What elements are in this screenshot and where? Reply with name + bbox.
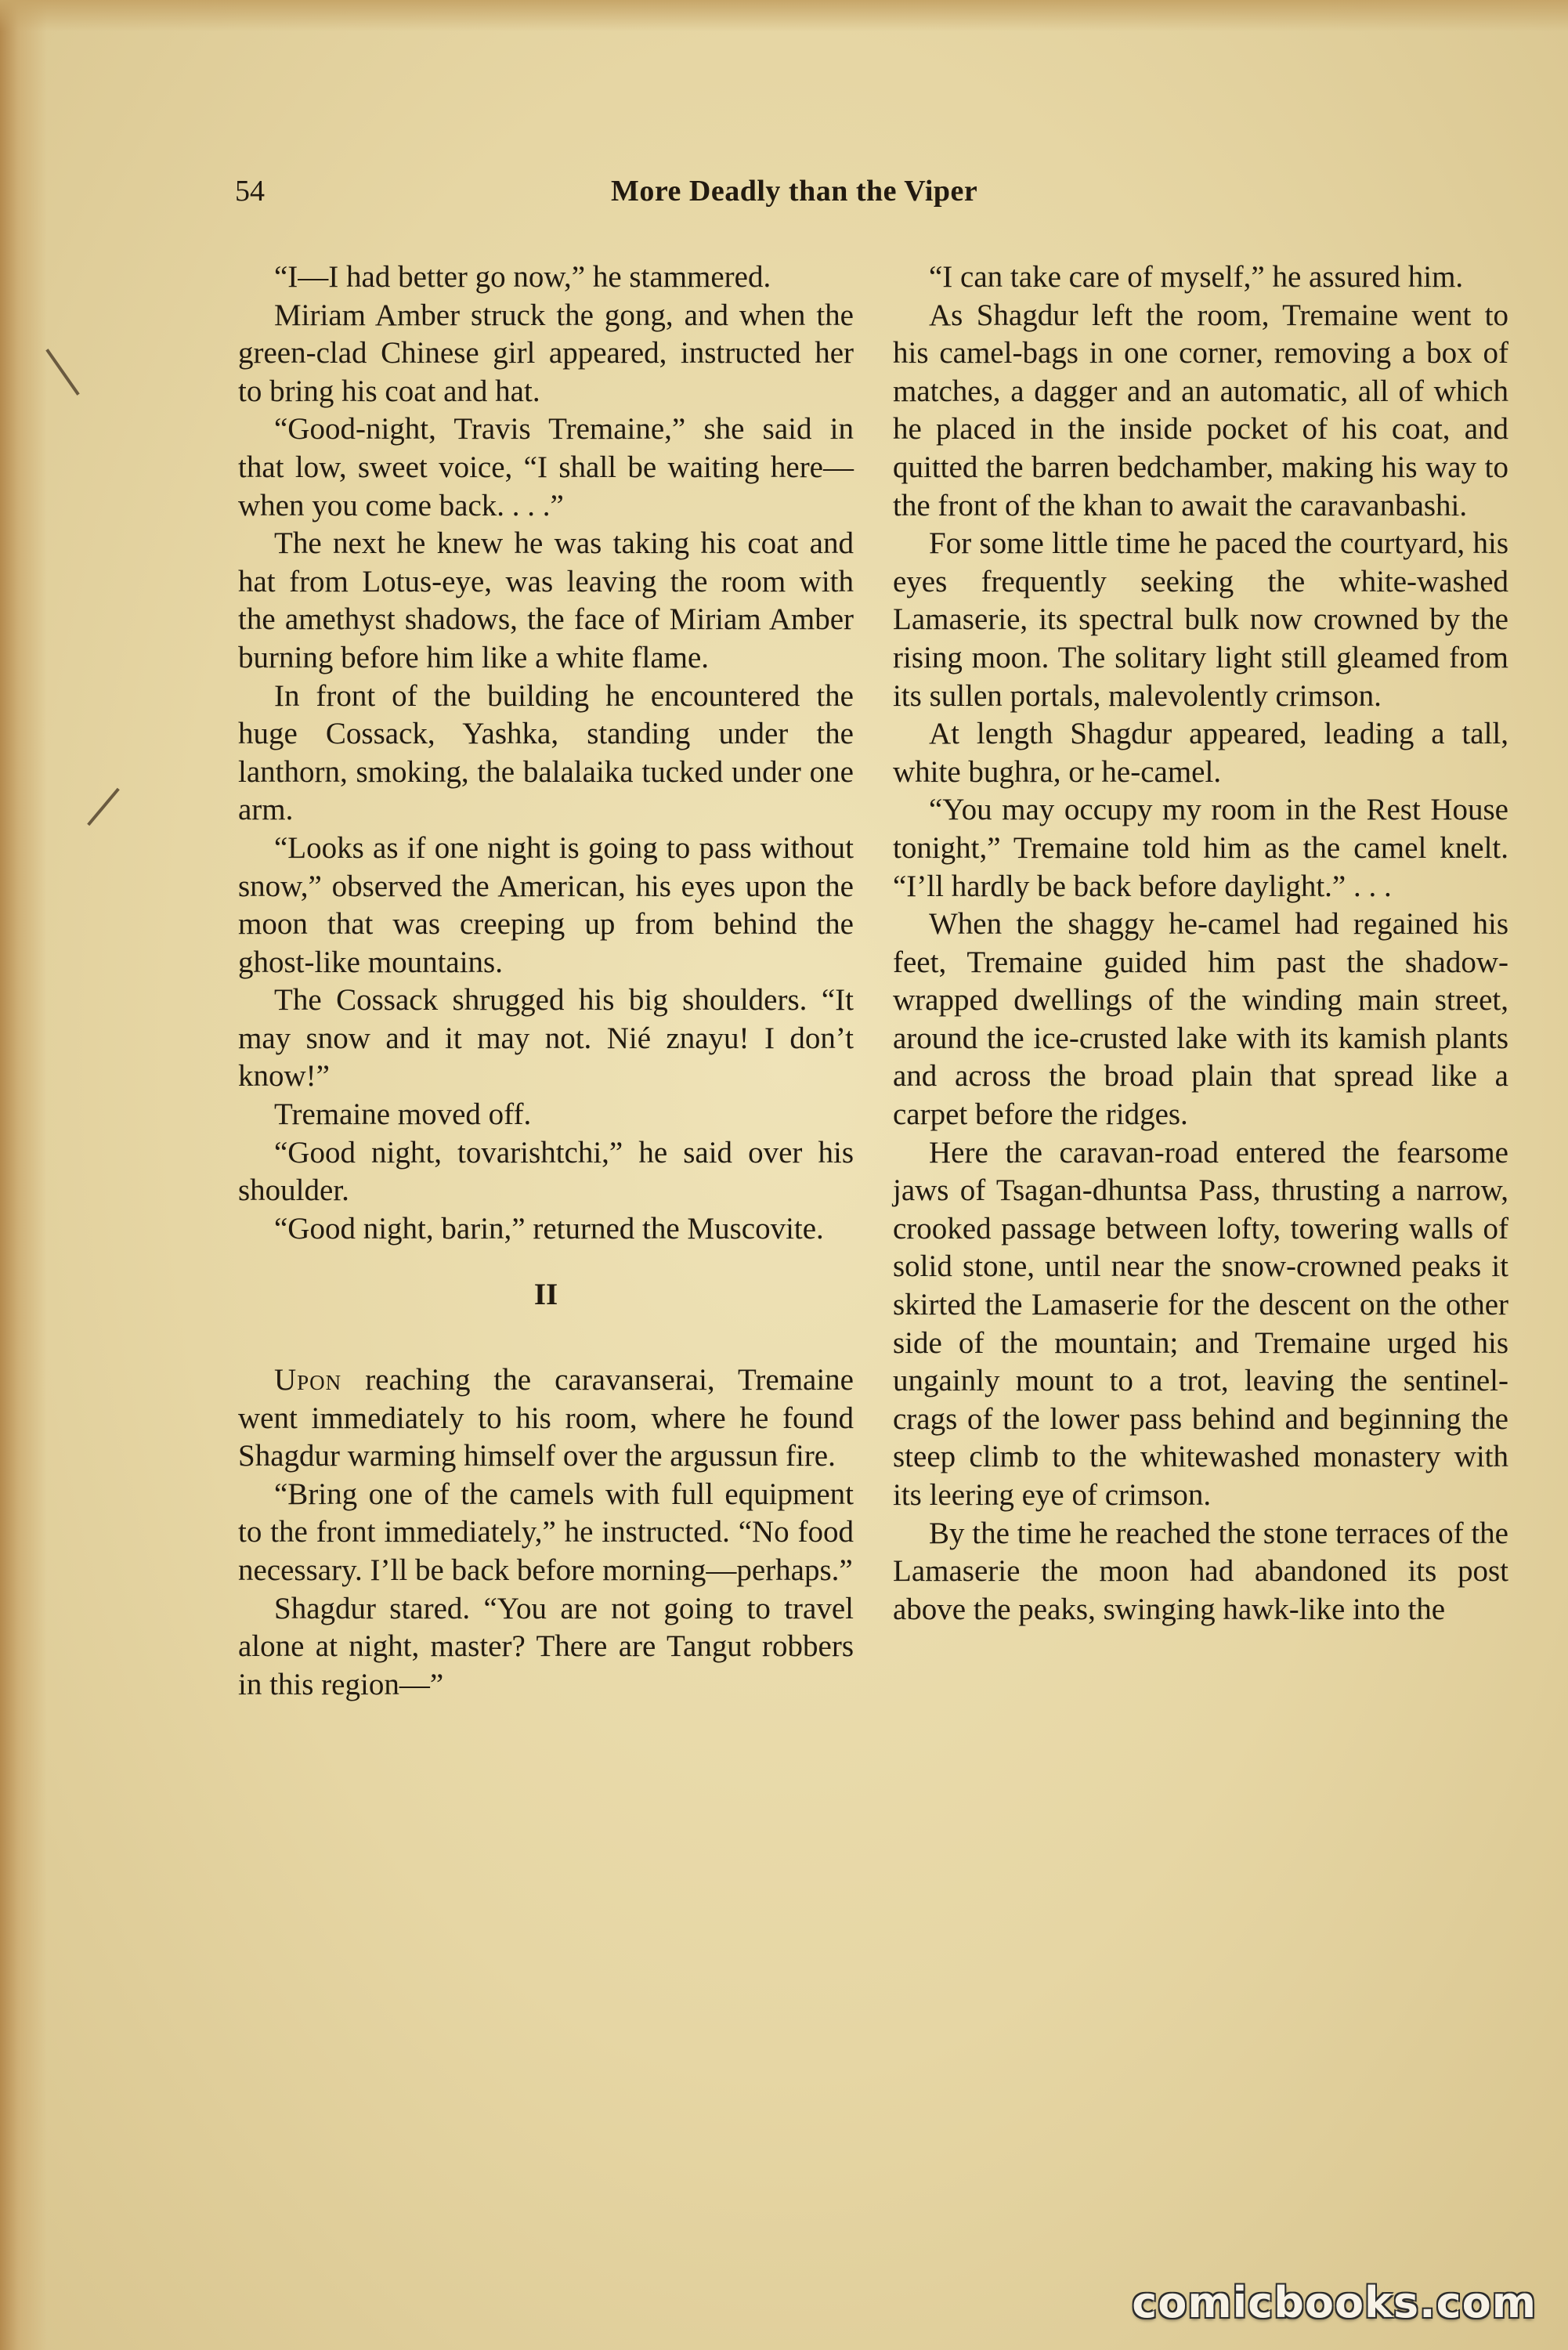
page-header xyxy=(235,174,1512,221)
watermark: comicbooks.com xyxy=(1132,2278,1537,2327)
right-column xyxy=(893,258,1508,1629)
section-heading: II xyxy=(533,1278,558,1312)
paragraph: Miriam Amber struck the gong, and when the green-clad Chinese girl appeared, instructed her to bring his coat and hat. xyxy=(238,298,854,408)
paragraph: “Looks as if one night is going to pass without snow,” observed the American, his eyes upon the moon that was creeping up from behind the ghost-like mountains. xyxy=(238,830,854,979)
paragraph-text: reaching the caravanserai, Tremaine went immediately to his room, where he found Shagdur warming himself over the argussun fire. xyxy=(238,1363,854,1473)
running-title: More Deadly than the Viper xyxy=(611,175,978,208)
paragraph: Tremaine moved off. xyxy=(274,1097,532,1132)
paragraph: Here the caravan-road entered the fearsome jaws of Tsagan-dhuntsa Pass, thrusting a narrow, crooked passage between lofty, towering walls of solid stone, until near the snow-crowned peaks it skirted the Lamaserie for the descent on the other side of the mountain; and Tremaine urged his ungainly mount to a trot, leaving the sentinel-crags of the lower pass behind and beginning the steep climb to the whitewashed monastery with its leering eye of crimson. xyxy=(893,1135,1508,1512)
paragraph: “Good-night, Travis Tremaine,” she said in that low, sweet voice, “I shall be waiting here—when you come back. . . .” xyxy=(238,412,854,522)
paragraph xyxy=(238,1361,854,1476)
paragraph: At length Shagdur appeared, leading a tall, white bughra, or he-camel. xyxy=(893,717,1508,789)
page-number: 54 xyxy=(235,175,265,208)
paragraph: Shagdur stared. “You are not going to travel alone at night, master? There are Tangut robbers in this region—” xyxy=(238,1591,854,1701)
paragraph: As Shagdur left the room, Tremaine went to his camel-bags in one corner, removing a box of matches, a dagger and an automatic, all of which he placed in the inside pocket of his coat, and quitted the barren bedchamber, making his way to the front of the khan to await the caravanbashi. xyxy=(893,298,1508,522)
paragraph: “Good night, barin,” returned the Muscovite. xyxy=(274,1211,824,1246)
page-top-shadow xyxy=(0,0,1568,31)
paragraph: “Good night, tovarishtchi,” he said over his shoulder. xyxy=(238,1135,854,1208)
section-lead-word: Upon xyxy=(274,1363,342,1397)
paragraph: The next he knew he was taking his coat and hat from Lotus-eye, was leaving the room with the amethyst shadows, the face of Miriam Amber burning before him like a white flame. xyxy=(238,526,854,674)
paragraph: For some little time he paced the courtyard, his eyes frequently seeking the white-washed Lamaserie, its spectral bulk now crowned by the rising moon. The solitary light still gleamed from its sullen portals, malevolently crimson. xyxy=(893,526,1508,713)
page-edge-shadow xyxy=(0,0,47,2350)
paragraph: “I—I had better go now,” he stammered. xyxy=(274,260,771,294)
paragraph: “I can take care of myself,” he assured him. xyxy=(929,260,1464,294)
paragraph: “You may occupy my room in the Rest House tonight,” Tremaine told him as the camel knelt. “I’ll hardly be back before daylight.” . . . xyxy=(893,793,1508,903)
paragraph: When the shaggy he-camel had regained his feet, Tremaine guided him past the shadow-wrapped dwellings of the winding main street, around the ice-crusted lake with its kamish plants and across the broad plain that spread like a carpet before the ridges. xyxy=(893,907,1508,1132)
paragraph: The Cossack shrugged his big shoulders. “It may snow and it may not. Nié znayu! I don’t know!” xyxy=(238,983,854,1094)
left-column xyxy=(238,258,854,1704)
paragraph: “Bring one of the camels with full equipment to the front immediately,” he instructed. “No food necessary. I’ll be back before morning—perhaps.” xyxy=(238,1477,854,1587)
paragraph: In front of the building he encountered the huge Cossack, Yashka, standing under the lanthorn, smoking, the balalaika tucked under one arm. xyxy=(238,678,854,827)
paragraph: By the time he reached the stone terraces of the Lamaserie the moon had abandoned its post above the peaks, swinging hawk-like into the xyxy=(893,1516,1508,1626)
